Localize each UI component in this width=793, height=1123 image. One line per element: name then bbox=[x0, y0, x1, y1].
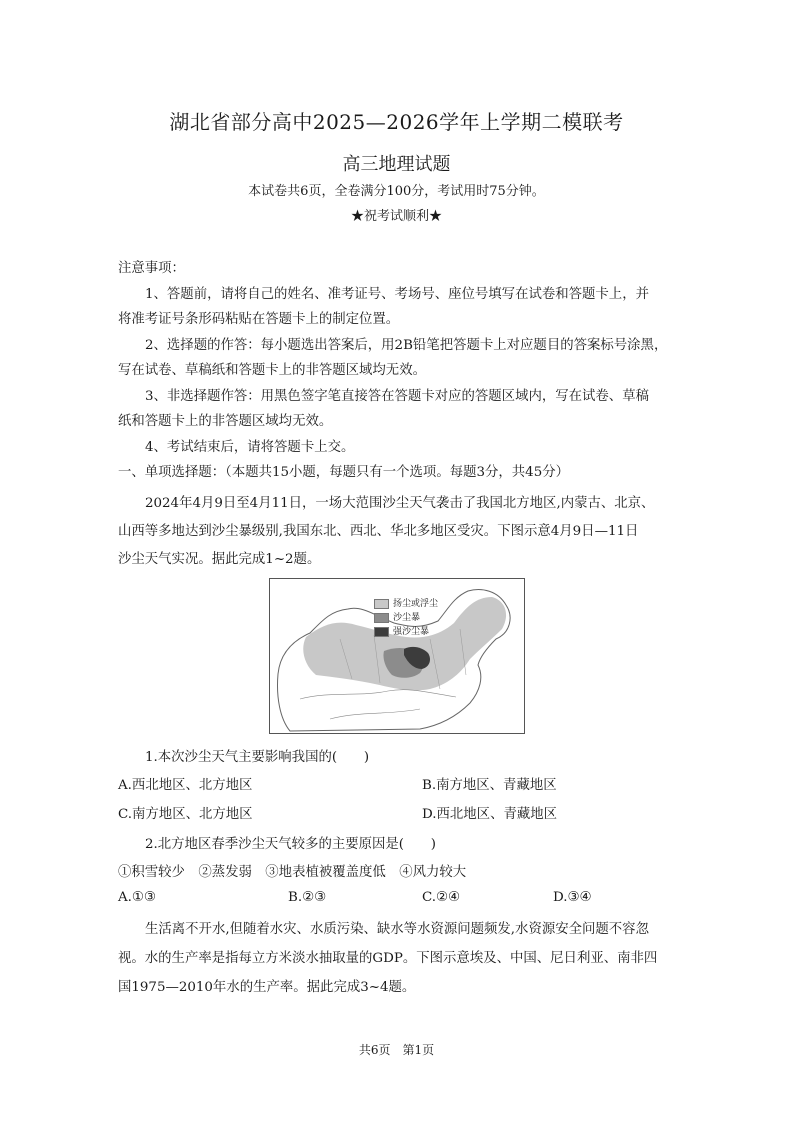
note-1-line-2: 将准考证号条形码粘贴在答题卡上的制定位置。 bbox=[118, 312, 400, 327]
sand-dust-map bbox=[269, 578, 525, 734]
note-3-line-2: 纸和答题卡上的非答题区域均无效。 bbox=[118, 414, 333, 429]
passage-2-line-1: 生活离不开水,但随着水灾、水质污染、缺水等水资源问题频发,水资源安全问题不容忽 bbox=[145, 922, 649, 937]
passage-1-line-1: 2024年4月9日至4月11日，一场大范围沙尘天气袭击了我国北方地区,内蒙古、北京、 bbox=[145, 496, 655, 511]
note-2-line-1: 2、选择题的作答：每小题选出答案后，用2B铅笔把答题卡上对应题目的答案标号涂黑， bbox=[145, 338, 668, 353]
legend-row-severe-sandstorm bbox=[374, 625, 438, 639]
q2-option-b: B.②③ bbox=[288, 890, 327, 905]
q1-option-a: A.西北地区、北方地区 bbox=[118, 778, 253, 793]
note-4: 4、考试结束后，请将答题卡上交。 bbox=[145, 440, 355, 455]
note-3-line-1: 3、非选择题作答：用黑色签字笔直接答在答题卡对应的答题区域内，写在试卷、草稿 bbox=[145, 389, 649, 404]
q2-items: ①积雪较少 ②蒸发弱 ③地表植被覆盖度低 ④风力较大 bbox=[118, 865, 467, 880]
passage-1-line-3: 沙尘天气实况。据此完成1~2题。 bbox=[118, 552, 321, 567]
passage-2-line-3: 国1975—2010年水的生产率。据此完成3~4题。 bbox=[118, 980, 416, 995]
note-1-line-1: 1、答题前，请将自己的姓名、准考证号、考场号、座位号填写在试卷和答题卡上，并 bbox=[145, 287, 649, 302]
q1-option-d: D.西北地区、青藏地区 bbox=[422, 807, 558, 822]
legend-label-sandstorm: 沙尘暴 bbox=[393, 613, 421, 623]
q2-option-c: C.②④ bbox=[422, 890, 461, 905]
floating-dust-swatch bbox=[374, 599, 389, 609]
legend-row-floating-dust bbox=[374, 597, 438, 611]
river-lines bbox=[300, 690, 456, 719]
q1-option-c: C.南方地区、北方地区 bbox=[118, 807, 253, 822]
q2-option-a: A.①③ bbox=[118, 890, 156, 905]
section-1-heading: 一、单项选择题：（本题共15小题，每题只有一个选项。每题3分，共45分） bbox=[118, 465, 570, 480]
page-footer: 共6页 第1页 bbox=[358, 1043, 435, 1057]
exam-title: 湖北省部分高中2025—2026学年上学期二模联考 bbox=[169, 110, 624, 134]
map-legend bbox=[374, 597, 438, 639]
passage-1-line-2: 山西等多地达到沙尘暴级别,我国东北、西北、华北多地区受灾。下图示意4月9日—11日 bbox=[118, 524, 639, 539]
q1-stem: 1.本次沙尘天气主要影响我国的( ) bbox=[145, 750, 370, 765]
exam-blessing: ★祝考试顺利★ bbox=[350, 209, 442, 224]
q1-option-b: B.南方地区、青藏地区 bbox=[422, 778, 557, 793]
q2-option-d: D.③④ bbox=[553, 890, 592, 905]
legend-row-sandstorm bbox=[374, 611, 438, 625]
notes-heading: 注意事项： bbox=[118, 261, 185, 276]
severe-sandstorm-swatch bbox=[374, 627, 389, 637]
passage-2-line-2: 视。水的生产率是指每立方米淡水抽取量的GDP。下图示意埃及、中国、尼日利亚、南非四 bbox=[118, 951, 658, 966]
legend-label-severe-sandstorm: 强沙尘暴 bbox=[393, 627, 430, 637]
legend-label-floating-dust: 扬尘或浮尘 bbox=[393, 599, 439, 609]
exam-subtitle: 高三地理试题 bbox=[342, 154, 451, 175]
q2-stem: 2.北方地区春季沙尘天气较多的主要原因是( ) bbox=[145, 837, 437, 852]
note-2-line-2: 写在试卷、草稿纸和答题卡上的非答题区域均无效。 bbox=[118, 363, 426, 378]
exam-info: 本试卷共6页，全卷满分100分，考试用时75分钟。 bbox=[248, 184, 545, 199]
sandstorm-swatch bbox=[374, 613, 389, 623]
